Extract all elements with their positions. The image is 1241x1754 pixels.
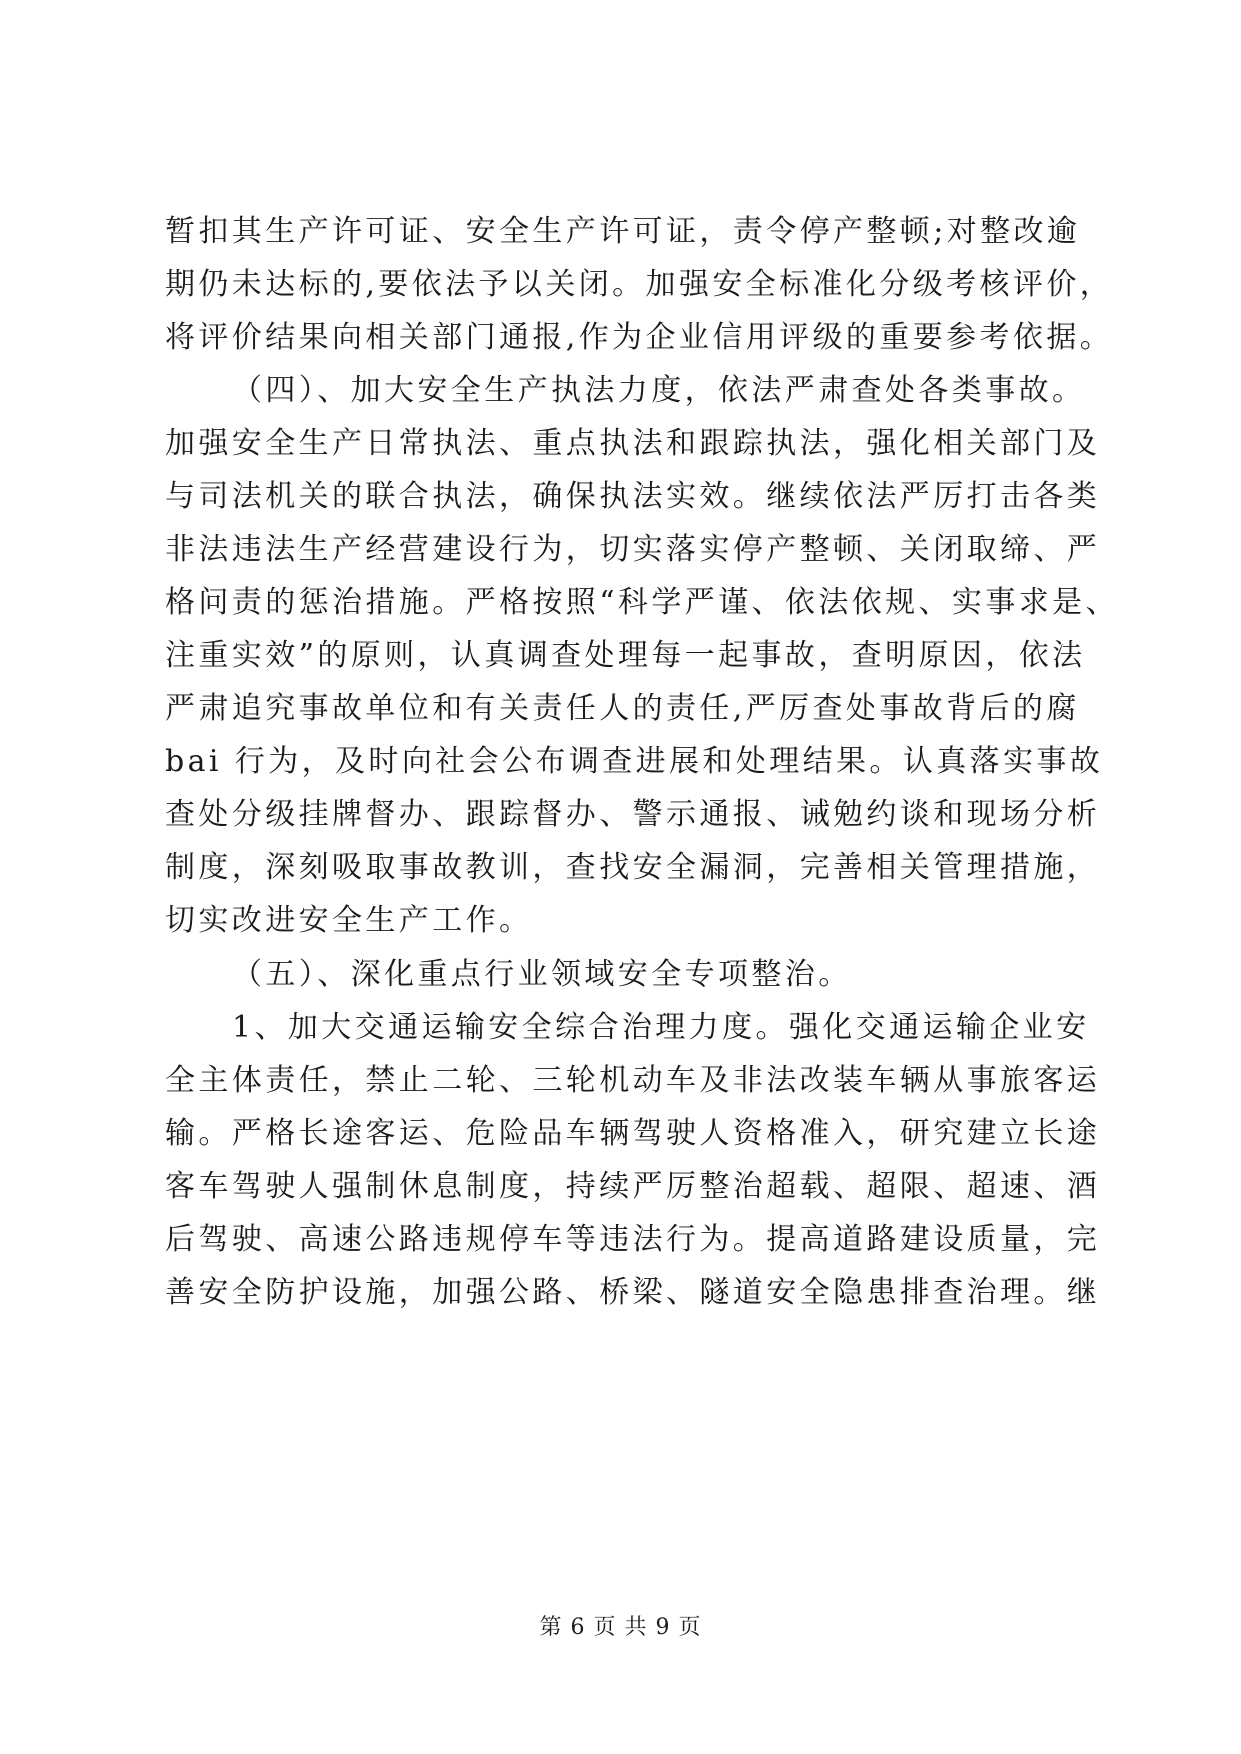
paragraph-start: 1、加大交通运输安全综合治理力度。强化交通运输企业安 — [232, 1010, 1090, 1045]
page-number-footer: 第 6 页 共 9 页 — [539, 1615, 702, 1640]
section-heading-5: （五）、深化重点行业领域安全专项整治。 — [232, 957, 852, 992]
text-line: 查处分级挂牌督办、跟踪督办、警示通报、诫勉约谈和现场分析 — [165, 797, 1101, 832]
text-line: 严肃追究事故单位和有关责任人的责任,严厉查处事故背后的腐 — [165, 691, 1080, 726]
text-line: 期仍未达标的,要依法予以关闭。加强安全标准化分级考核评价， — [165, 267, 1114, 302]
text-line: 注重实效”的原则，认真调查处理每一起事故，查明原因，依法 — [165, 638, 1086, 673]
text-line: 输。严格长途客运、危险品车辆驾驶人资格准入，研究建立长途 — [165, 1116, 1101, 1151]
section-heading-4: （四）、加大安全生产执法力度，依法严肃查处各类事故。 — [232, 373, 1086, 408]
text-line: 非法违法生产经营建设行为，切实落实停产整顿、关闭取缔、严 — [165, 532, 1101, 567]
text-line: 格问责的惩治措施。严格按照“科学严谨、依法依规、实事求是、 — [165, 585, 1119, 620]
text-line: bai 行为，及时向社会公布调查进展和处理结果。认真落实事故 — [165, 744, 1104, 779]
text-line: 客车驾驶人强制休息制度，持续严厉整治超载、超限、超速、酒 — [165, 1169, 1101, 1204]
text-line: 加强安全生产日常执法、重点执法和跟踪执法，强化相关部门及 — [165, 426, 1101, 461]
text-line: 与司法机关的联合执法，确保执法实效。继续依法严厉打击各类 — [165, 479, 1101, 514]
text-line: 全主体责任，禁止二轮、三轮机动车及非法改装车辆从事旅客运 — [165, 1063, 1101, 1098]
text-line: 善安全防护设施，加强公路、桥梁、隧道安全隐患排查治理。继 — [165, 1275, 1101, 1310]
text-line: 暂扣其生产许可证、安全生产许可证，责令停产整顿;对整改逾 — [165, 214, 1081, 249]
text-line: 切实改进安全生产工作。 — [165, 903, 533, 938]
text-line: 制度，深刻吸取事故教训，查找安全漏洞，完善相关管理措施， — [165, 850, 1101, 885]
text-line: 将评价结果向相关部门通报,作为企业信用评级的重要参考依据。 — [165, 320, 1114, 355]
text-line: 后驾驶、高速公路违规停车等违法行为。提高道路建设质量，完 — [165, 1222, 1101, 1257]
